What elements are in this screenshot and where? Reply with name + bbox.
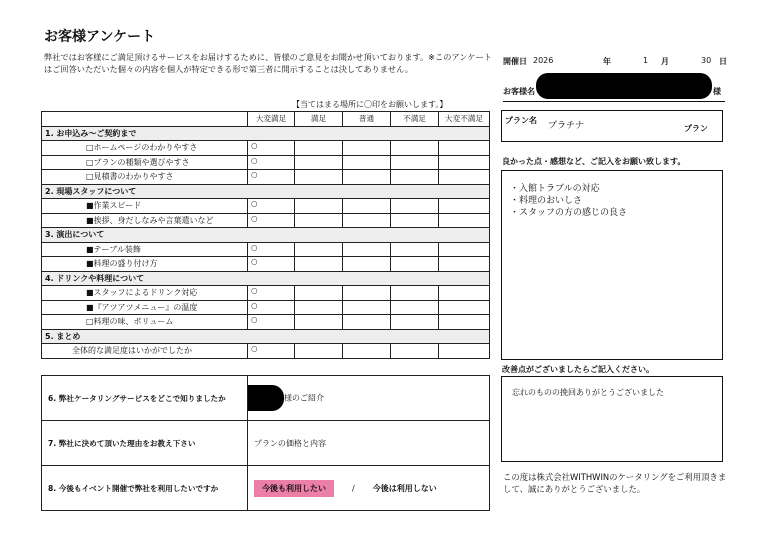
survey-item-label: ■作業スピード	[42, 199, 248, 214]
good-point-line: ・スタッフの方の感じの良さ	[510, 208, 628, 218]
rating-cell[interactable]	[343, 155, 391, 170]
rating-cell[interactable]	[391, 199, 439, 214]
section-title: 2. 現場スタッフについて	[42, 184, 490, 199]
survey-item-label: ■挨拶、身だしなみや言葉遣いなど	[42, 213, 248, 228]
improvements-heading: 改善点がございましたらご記入ください。	[502, 365, 654, 374]
date-year-unit: 年	[603, 57, 611, 66]
rating-cell[interactable]	[295, 315, 343, 330]
survey-item-row	[42, 257, 490, 272]
selected-mark[interactable]: ○	[248, 170, 295, 185]
rating-cell[interactable]	[343, 242, 391, 257]
survey-item-row	[42, 344, 490, 359]
section-row	[42, 329, 490, 344]
good-point-line: ・入館トラブルの対応	[510, 184, 600, 194]
rating-cell[interactable]	[391, 213, 439, 228]
selected-mark[interactable]: ○	[248, 213, 295, 228]
survey-item-row	[42, 300, 490, 315]
rating-cell[interactable]	[343, 344, 391, 359]
section-title: 3. 演出について	[42, 228, 490, 243]
survey-item-label: ■『アツアツメニュー』の温度	[42, 300, 248, 315]
survey-item-label: ■テーブル装飾	[42, 242, 248, 257]
survey-item-row	[42, 170, 490, 185]
option-separator: /	[352, 483, 355, 493]
plan-label: プラン名	[505, 116, 537, 125]
rating-cell[interactable]	[439, 199, 490, 214]
customer-label: お客様名	[503, 87, 535, 96]
rating-cell[interactable]	[295, 170, 343, 185]
survey-item-label: ■料理の盛り付け方	[42, 257, 248, 272]
section-title: 1. お申込み～ご契約まで	[42, 126, 490, 141]
col-dissatisfied: 不満足	[391, 112, 439, 127]
rating-cell[interactable]	[295, 242, 343, 257]
col-neutral: 普通	[343, 112, 391, 127]
selected-mark[interactable]: ○	[248, 344, 295, 359]
section-row	[42, 184, 490, 199]
rating-cell[interactable]	[391, 300, 439, 315]
survey-item-label: □プランの種類や選びやすさ	[42, 155, 248, 170]
rating-cell[interactable]	[439, 257, 490, 272]
section-row	[42, 228, 490, 243]
rating-cell[interactable]	[439, 344, 490, 359]
rating-cell[interactable]	[343, 315, 391, 330]
selected-mark[interactable]: ○	[248, 300, 295, 315]
survey-item-label: □料理の味、ボリューム	[42, 315, 248, 330]
improvements-box	[501, 376, 723, 462]
rating-cell[interactable]	[439, 286, 490, 301]
rating-cell[interactable]	[391, 257, 439, 272]
survey-item-row	[42, 141, 490, 156]
page-title: お客様アンケート	[44, 29, 156, 45]
rating-cell[interactable]	[343, 141, 391, 156]
rating-cell[interactable]	[295, 155, 343, 170]
date-day: 30	[701, 56, 712, 65]
thanks-message: この度は株式会社WITHWINのケータリングをご利用頂きまして、誠にありがとうございました。	[503, 472, 727, 494]
survey-item-label: □見積書のわかりやすさ	[42, 170, 248, 185]
header-row	[42, 112, 490, 127]
q7-label: 7. 弊社に決めて頂いた理由をお教え下さい	[42, 421, 248, 466]
rating-cell[interactable]	[391, 155, 439, 170]
question-table	[41, 375, 490, 511]
q8-label: 8. 今後もイベント開催で弊社を利用したいですか	[42, 466, 248, 511]
survey-item-row	[42, 199, 490, 214]
selected-mark[interactable]: ○	[248, 286, 295, 301]
rating-cell[interactable]	[295, 300, 343, 315]
rating-cell[interactable]	[295, 286, 343, 301]
rating-cell[interactable]	[343, 300, 391, 315]
q7-answer: プランの価格と内容	[248, 421, 490, 466]
rating-cell[interactable]	[295, 257, 343, 272]
rating-cell[interactable]	[439, 170, 490, 185]
rating-cell[interactable]	[439, 300, 490, 315]
option-will-not-use[interactable]: 今後は利用しない	[372, 483, 437, 493]
date-label: 開催日	[503, 57, 527, 66]
plan-box	[501, 110, 723, 142]
date-month: 1	[643, 56, 649, 65]
col-satisfied: 満足	[295, 112, 343, 127]
col-very-dissatisfied: 大変不満足	[439, 112, 490, 127]
selected-mark[interactable]: ○	[248, 141, 295, 156]
satisfaction-table	[41, 111, 490, 359]
survey-item-row	[42, 315, 490, 330]
redacted-referrer	[248, 385, 285, 411]
date-month-unit: 月	[661, 57, 669, 66]
q6-answer-suffix: 様のご紹介	[284, 393, 324, 403]
plan-suffix: プラン	[684, 124, 708, 133]
selected-mark[interactable]: ○	[248, 257, 295, 272]
plan-value: プラチナ	[548, 121, 585, 131]
survey-item-label: 全体的な満足度はいかがでしたか	[42, 344, 248, 359]
question-row	[42, 466, 490, 511]
rating-cell[interactable]	[439, 155, 490, 170]
improvements-text: 忘れのものの挽回ありがとうございました	[512, 388, 664, 397]
rating-cell[interactable]	[343, 170, 391, 185]
rating-cell[interactable]	[343, 257, 391, 272]
blank-header-cell	[42, 112, 248, 127]
rating-cell[interactable]	[439, 315, 490, 330]
survey-item-row	[42, 213, 490, 228]
rating-cell[interactable]	[439, 242, 490, 257]
rating-cell[interactable]	[439, 141, 490, 156]
good-points-box	[501, 170, 723, 360]
selected-mark[interactable]: ○	[248, 199, 295, 214]
section-title: 4. ドリンクや料理について	[42, 271, 490, 286]
rating-cell[interactable]	[439, 213, 490, 228]
rating-cell[interactable]	[391, 286, 439, 301]
survey-body	[42, 126, 490, 358]
selected-mark[interactable]: ○	[248, 315, 295, 330]
section-row	[42, 126, 490, 141]
rating-cell[interactable]	[295, 141, 343, 156]
good-point-line: ・料理のおいしさ	[510, 196, 583, 206]
section-row	[42, 271, 490, 286]
rating-cell[interactable]	[295, 213, 343, 228]
redacted-customer-name	[536, 73, 712, 99]
good-points-heading: 良かった点・感想など、ご記入をお願い致します。	[502, 157, 686, 166]
rating-cell[interactable]	[391, 170, 439, 185]
date-day-unit: 日	[719, 57, 727, 66]
date-year: 2026	[533, 56, 554, 65]
rating-cell[interactable]	[391, 315, 439, 330]
survey-item-row	[42, 286, 490, 301]
rating-cell[interactable]	[295, 199, 343, 214]
question-row	[42, 376, 490, 421]
customer-name-field	[503, 72, 725, 102]
option-will-use-highlighted[interactable]: 今後も利用したい	[254, 480, 334, 497]
rating-cell[interactable]	[391, 344, 439, 359]
survey-item-row	[42, 155, 490, 170]
selected-mark[interactable]: ○	[248, 155, 295, 170]
rating-cell[interactable]	[391, 141, 439, 156]
q6-answer	[248, 376, 490, 421]
section-title: 5. まとめ	[42, 329, 490, 344]
survey-item-row	[42, 242, 490, 257]
survey-item-label: □ホームページのわかりやすさ	[42, 141, 248, 156]
customer-suffix: 様	[713, 87, 721, 96]
survey-item-label: ■スタッフによるドリンク対応	[42, 286, 248, 301]
intro-text: 弊社ではお客様にご満足頂けるサービスをお届けするために、皆様のご意見をお聞かせ頂いております。※このアンケートはご回答いただいた個々の内容を個人が特定できる形で第三者に開示することは決してありません。	[44, 52, 492, 74]
selected-mark[interactable]: ○	[248, 242, 295, 257]
question-row	[42, 421, 490, 466]
rating-cell[interactable]	[343, 199, 391, 214]
rating-cell[interactable]	[343, 286, 391, 301]
q6-label: 6. 弊社ケータリングサービスをどこで知りましたか	[42, 376, 248, 421]
survey-instruction: 【当てはまる場所に〇印をお願いします。】	[292, 100, 448, 109]
rating-cell[interactable]	[391, 242, 439, 257]
q8-answer	[248, 466, 490, 511]
rating-cell[interactable]	[295, 344, 343, 359]
col-very-satisfied: 大変満足	[248, 112, 295, 127]
rating-cell[interactable]	[343, 213, 391, 228]
